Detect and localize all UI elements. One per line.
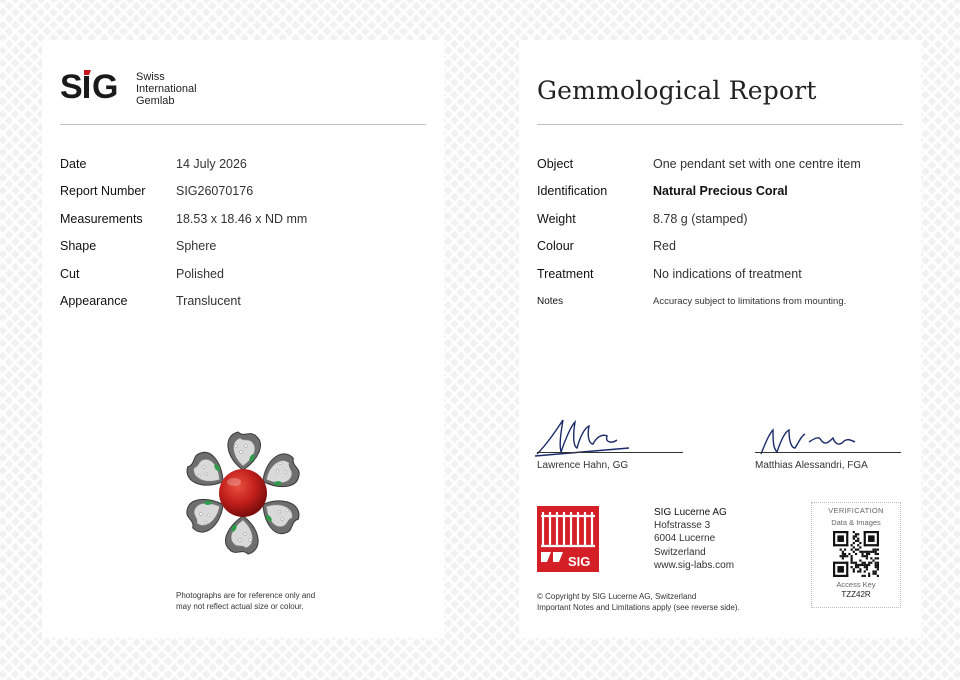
photo-disclaimer	[176, 590, 315, 612]
lab-street: Hofstrasse 3	[654, 520, 711, 532]
logo-text	[136, 71, 197, 107]
signatory-name: Lawrence Hahn, GG	[537, 460, 629, 471]
signature-line	[755, 452, 901, 453]
field-label: Object	[537, 156, 574, 171]
access-key-code: TZZ42R	[841, 590, 871, 599]
copyright-line: Important Notes and Limitations apply (see reverse side).	[537, 603, 740, 612]
field-label: Identification	[537, 184, 608, 199]
signature-scribble	[755, 420, 875, 460]
pendant-photo	[178, 428, 308, 558]
field-label: Date	[60, 156, 87, 171]
sig-logo-icon	[60, 68, 124, 104]
field-value: Natural Precious Coral	[653, 184, 788, 199]
field-label: Shape	[60, 239, 97, 254]
sig-lab-logo-icon	[537, 506, 599, 572]
copyright-line: © Copyright by SIG Lucerne AG, Switzerland	[537, 592, 697, 601]
field-row-object	[537, 150, 907, 178]
field-value: Accuracy subject to limitations from mounting.	[653, 295, 847, 307]
field-row-report-number	[60, 178, 430, 206]
field-value: 18.53 x 18.46 x ND mm	[176, 211, 308, 226]
lab-address	[654, 506, 734, 572]
logo-text-line: Gemlab	[136, 95, 175, 107]
field-value: Polished	[176, 266, 224, 281]
field-value: No indications of treatment	[653, 266, 802, 281]
verification-subtitle: Data & Images	[831, 518, 881, 527]
lab-company-name: SIG Lucerne AG	[654, 507, 727, 518]
verification-title: VERIFICATION	[828, 506, 884, 515]
left-fields-list	[60, 150, 430, 315]
report-right-page	[519, 40, 921, 638]
report-title: Gemmological Report	[537, 76, 817, 105]
logo-mark	[60, 68, 124, 110]
field-value: Sphere	[176, 239, 217, 254]
field-label: Treatment	[537, 266, 594, 281]
field-value: One pendant set with one centre item	[653, 156, 861, 171]
svg-text:G: G	[92, 68, 118, 104]
right-fields-list	[537, 150, 907, 315]
field-row-colour	[537, 233, 907, 261]
lab-website-link[interactable]: www.sig-labs.com	[654, 559, 735, 571]
field-row-measurements	[60, 205, 430, 233]
field-value: 8.78 g (stamped)	[653, 211, 748, 226]
field-label: Report Number	[60, 184, 146, 199]
field-label: Appearance	[60, 294, 128, 309]
logo-text-line: Swiss	[136, 71, 165, 83]
verification-box	[811, 502, 901, 608]
lab-city: 6004 Lucerne	[654, 533, 716, 545]
field-row-weight	[537, 205, 907, 233]
access-key-label: Access Key	[836, 580, 876, 589]
photo-note-line: may not reflect actual size or colour.	[176, 602, 304, 611]
field-value: 14 July 2026	[176, 156, 247, 171]
photo-note-line: Photographs are for reference only and	[176, 591, 316, 600]
signature-line	[537, 452, 683, 453]
field-value: Red	[653, 239, 676, 254]
signatory-name: Matthias Alessandri, FGA	[755, 460, 868, 471]
field-row-appearance	[60, 288, 430, 316]
field-label: Weight	[537, 211, 576, 226]
signature-scribble	[533, 414, 653, 460]
field-label: Notes	[537, 295, 564, 307]
header-divider	[537, 124, 903, 125]
field-label: Cut	[60, 266, 80, 281]
field-row-cut	[60, 260, 430, 288]
svg-text:SIG: SIG	[568, 554, 591, 569]
report-left-page	[42, 40, 444, 638]
field-value: Translucent	[176, 294, 241, 309]
field-label: Colour	[537, 239, 574, 254]
field-value: SIG26070176	[176, 184, 254, 199]
coral-sphere	[219, 469, 267, 517]
field-label: Measurements	[60, 211, 143, 226]
svg-text:S: S	[60, 68, 82, 104]
lab-country: Switzerland	[654, 546, 706, 558]
logo-text-line: International	[136, 83, 197, 95]
field-row-treatment	[537, 260, 907, 288]
sig-logo	[60, 68, 197, 110]
field-row-identification	[537, 178, 907, 206]
field-row-shape	[60, 233, 430, 261]
copyright-notice	[537, 591, 740, 613]
qr-code-icon[interactable]	[833, 531, 879, 577]
header-divider	[60, 124, 426, 125]
field-row-date	[60, 150, 430, 178]
field-row-notes	[537, 288, 907, 316]
